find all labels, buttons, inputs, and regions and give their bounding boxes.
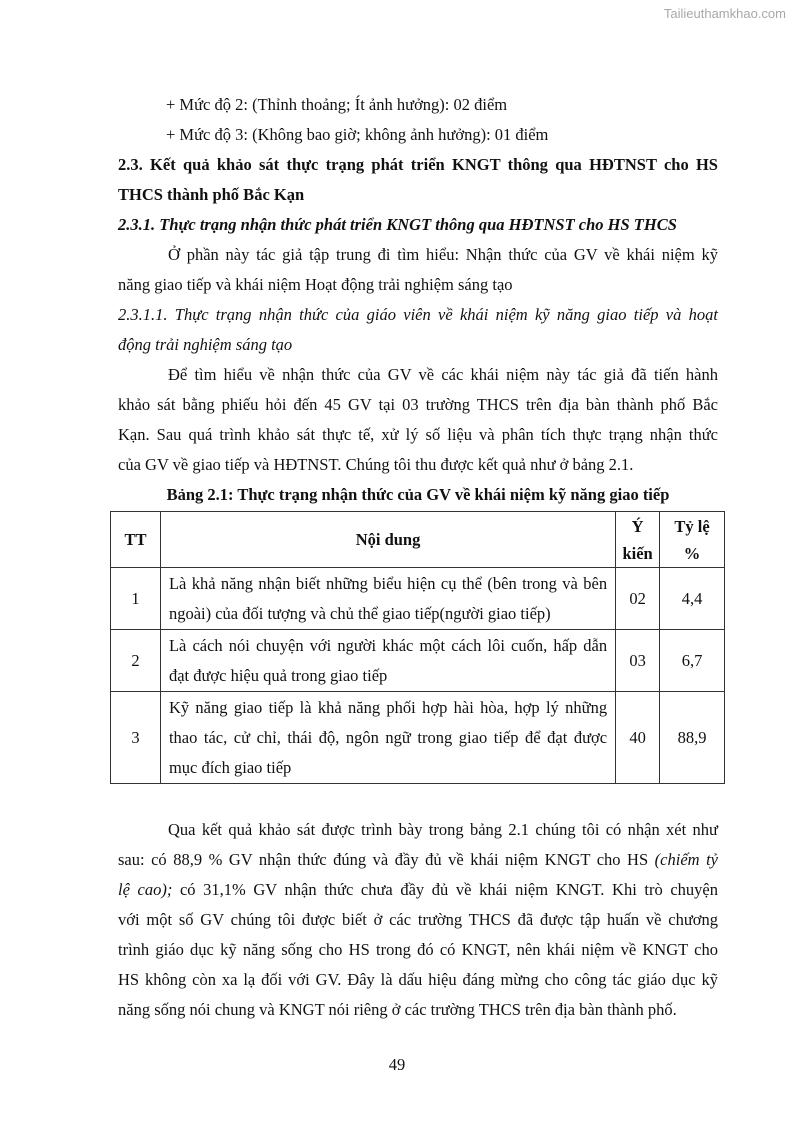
paragraph-line: năng sống nói chung và KNGT nói riêng ở các trường THCS trên địa bàn thành phố. bbox=[118, 1000, 677, 1019]
cell-tt: 1 bbox=[111, 568, 161, 630]
table-row bbox=[111, 692, 725, 784]
subsection-heading-2-3-1: 2.3.1. Thực trạng nhận thức phát triển KNGT thông qua HĐTNST cho HS THCS bbox=[118, 215, 677, 234]
cell-rate: 4,4 bbox=[660, 568, 725, 630]
cell-opinion: 03 bbox=[616, 630, 660, 692]
header-rate: Tỷ lệ % bbox=[660, 512, 725, 568]
section-heading-2-3-cont: THCS thành phố Bắc Kạn bbox=[118, 185, 305, 204]
table-caption: Bảng 2.1: Thực trạng nhận thức của GV về khái niệm kỹ năng giao tiếp bbox=[166, 485, 670, 504]
cell-opinion: 02 bbox=[616, 568, 660, 630]
survey-table bbox=[110, 511, 725, 784]
paragraph-line: sau: có 88,9 % GV nhận thức đúng và đầy đủ về khái niệm KNGT cho HS (chiếm tỷ bbox=[118, 850, 718, 869]
paragraph-line: trình giáo dục kỹ năng sống cho HS trong đó có KNGT, nên khái niệm về KNGT cho bbox=[118, 940, 718, 959]
cell-content: Là khả năng nhận biết những biểu hiện cụ thể (bên trong và bên ngoài) của đối tượng và chủ thể giao tiếp(người giao tiếp) bbox=[160, 568, 615, 630]
page-number: 49 bbox=[388, 1055, 406, 1074]
paragraph-line: lệ cao); có 31,1% GV nhận thức chưa đầy đủ về khái niệm KNGT. Khi trò chuyện bbox=[118, 880, 718, 899]
watermark: Tailieuthamkhao.com bbox=[663, 6, 786, 21]
section-heading-2-3: 2.3. Kết quả khảo sát thực trạng phát triển KNGT thông qua HĐTNST cho HS bbox=[118, 155, 718, 174]
header-opinion: Ý kiến bbox=[616, 512, 660, 568]
bullet-level-2: + Mức độ 2: (Thỉnh thoảng; Ít ảnh hưởng): 02 điểm bbox=[166, 95, 508, 114]
table-row bbox=[111, 630, 725, 692]
table-row bbox=[111, 568, 725, 630]
paragraph-line: Kạn. Sau quá trình khảo sát thực tế, xử lý số liệu và phân tích thực trạng nhận thức bbox=[118, 425, 718, 444]
paragraph-line: năng giao tiếp và khái niệm Hoạt động trải nghiệm sáng tạo bbox=[118, 275, 513, 294]
cell-rate: 88,9 bbox=[660, 692, 725, 784]
header-content: Nội dung bbox=[160, 512, 615, 568]
cell-opinion: 40 bbox=[616, 692, 660, 784]
paragraph-line: HS không còn xa lạ đối với GV. Đây là dấu hiệu đáng mừng cho công tác giáo dục kỹ bbox=[118, 970, 718, 989]
cell-tt: 2 bbox=[111, 630, 161, 692]
header-tt: TT bbox=[111, 512, 161, 568]
subsubsection-heading-cont: động trải nghiệm sáng tạo bbox=[118, 335, 293, 354]
paragraph-line: Qua kết quả khảo sát được trình bày trong bảng 2.1 chúng tôi có nhận xét như bbox=[168, 820, 718, 839]
cell-tt: 3 bbox=[111, 692, 161, 784]
paragraph-line: Để tìm hiểu về nhận thức của GV về các khái niệm này tác giả đã tiến hành bbox=[168, 365, 718, 384]
paragraph-line: với một số GV chúng tôi được biết ở các trường THCS đã được tập huấn về chương bbox=[118, 910, 718, 929]
paragraph-line: Ở phần này tác giả tập trung đi tìm hiểu: Nhận thức của GV về khái niệm kỹ bbox=[168, 245, 718, 264]
table-header-row bbox=[111, 512, 725, 568]
cell-content: Kỹ năng giao tiếp là khả năng phối hợp hài hòa, hợp lý những thao tác, cử chỉ, thái độ, ngôn ngữ trong giao tiếp để đạt được mục đích giao tiếp bbox=[160, 692, 615, 784]
cell-content: Là cách nói chuyện với người khác một cách lôi cuốn, hấp dẫn đạt được hiệu quả trong giao tiếp bbox=[160, 630, 615, 692]
subsubsection-heading: 2.3.1.1. Thực trạng nhận thức của giáo viên về khái niệm kỹ năng giao tiếp và hoạt bbox=[118, 305, 718, 324]
paragraph-line: khảo sát bằng phiếu hỏi đến 45 GV tại 03 trường THCS trên địa bàn thành phố Bắc bbox=[118, 395, 718, 414]
paragraph-line: của GV về giao tiếp và HĐTNST. Chúng tôi thu được kết quả như ở bảng 2.1. bbox=[118, 455, 634, 474]
bullet-level-3: + Mức độ 3: (Không bao giờ; không ảnh hưởng): 01 điểm bbox=[166, 125, 549, 144]
cell-rate: 6,7 bbox=[660, 630, 725, 692]
